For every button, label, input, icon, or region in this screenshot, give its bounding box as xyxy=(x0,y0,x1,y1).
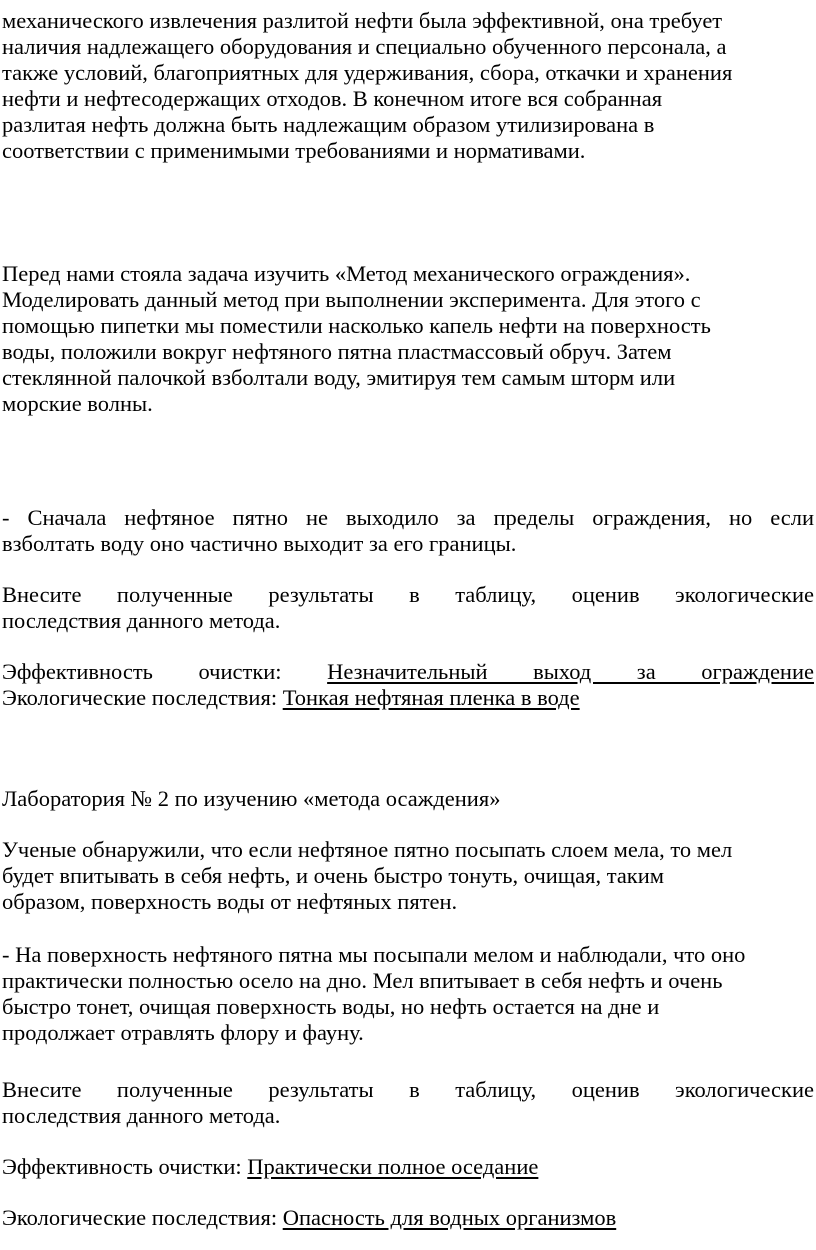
text-line: Ученые обнаружили, что если нефтяное пятно посыпать слоем мела, то мел xyxy=(2,837,733,862)
consequences-row xyxy=(2,685,814,711)
text-line: морские волны. xyxy=(2,391,153,416)
text-line: последствия данного метода. xyxy=(2,608,281,633)
text-line: механического извлечения разлитой нефти была эффективной, она требует xyxy=(2,8,723,33)
text-line: разлитая нефть должна быть надлежащим образом утилизирована в xyxy=(2,112,655,137)
consequences-label: Экологические последствия: xyxy=(2,685,278,710)
text-line: воды, положили вокруг нефтяного пятна пластмассовый обруч. Затем xyxy=(2,339,672,364)
text-line: Внесите полученные результаты в таблицу, оценив экологические xyxy=(2,1077,814,1102)
intro-paragraph xyxy=(2,8,814,164)
text-line: Внесите полученные результаты в таблицу, оценив экологические xyxy=(2,582,814,607)
lab2-result-paragraph xyxy=(2,942,814,1046)
consequences-value: Тонкая нефтяная пленка в воде xyxy=(282,685,580,710)
efficiency-value: Незначительный выход за ограждение xyxy=(327,659,815,684)
text-line: взболтать воду оно частично выходит за его границы. xyxy=(2,531,517,556)
lab1-result-paragraph xyxy=(2,505,814,557)
text-line: последствия данного метода. xyxy=(2,1103,281,1128)
text-line: Перед нами стояла задача изучить «Метод механического ограждения». xyxy=(2,261,691,286)
text-line: нефти и нефтесодержащих отходов. В конечном итоге вся собранная xyxy=(2,86,663,111)
text-line: - На поверхность нефтяного пятна мы посыпали мелом и наблюдали, что оно xyxy=(2,942,746,967)
text-line: помощью пипетки мы поместили насколько капель нефти на поверхность xyxy=(2,313,711,338)
efficiency-value: Практически полное оседание xyxy=(247,1154,539,1179)
efficiency-row xyxy=(2,659,814,685)
text-line: соответствии с применимыми требованиями и нормативами. xyxy=(2,138,586,163)
lab1-evaluation xyxy=(2,659,814,711)
efficiency-label: Эффективность очистки: xyxy=(2,659,282,684)
lab2-consequences-row xyxy=(2,1205,814,1231)
text-line: Моделировать данный метод при выполнении эксперимента. Для этого с xyxy=(2,287,701,312)
text-line: - Сначала нефтяное пятно не выходило за пределы ограждения, но если xyxy=(2,505,814,530)
text-line: стеклянной палочкой взболтали воду, эмитируя тем самым шторм или xyxy=(2,365,676,390)
text-line: наличия надлежащего оборудования и специально обученного персонала, а xyxy=(2,34,727,59)
lab2-discovery-paragraph xyxy=(2,837,814,915)
text-line: практически полностью осело на дно. Мел впитывает в себя нефть и очень xyxy=(2,968,723,993)
text-line: продолжает отравлять флору и фауну. xyxy=(2,1020,364,1045)
efficiency-label: Эффективность очистки: xyxy=(2,1154,242,1179)
text-line: будет впитывать в себя нефть, и очень быстро тонуть, очищая, таким xyxy=(2,863,665,888)
lab2-heading: Лаборатория № 2 по изучению «метода осаждения» xyxy=(2,786,501,811)
consequences-value: Опасность для водных организмов xyxy=(282,1205,617,1230)
text-line: быстро тонет, очищая поверхность воды, но нефть остается на дне и xyxy=(2,994,660,1019)
lab1-instruction-paragraph xyxy=(2,582,814,634)
text-line: образом, поверхность воды от нефтяных пятен. xyxy=(2,889,458,914)
text-line: также условий, благоприятных для удерживания, сбора, откачки и хранения xyxy=(2,60,733,85)
task-paragraph xyxy=(2,261,814,417)
consequences-label: Экологические последствия: xyxy=(2,1205,278,1230)
lab2-instruction-paragraph xyxy=(2,1077,814,1129)
lab2-efficiency-row xyxy=(2,1154,814,1180)
